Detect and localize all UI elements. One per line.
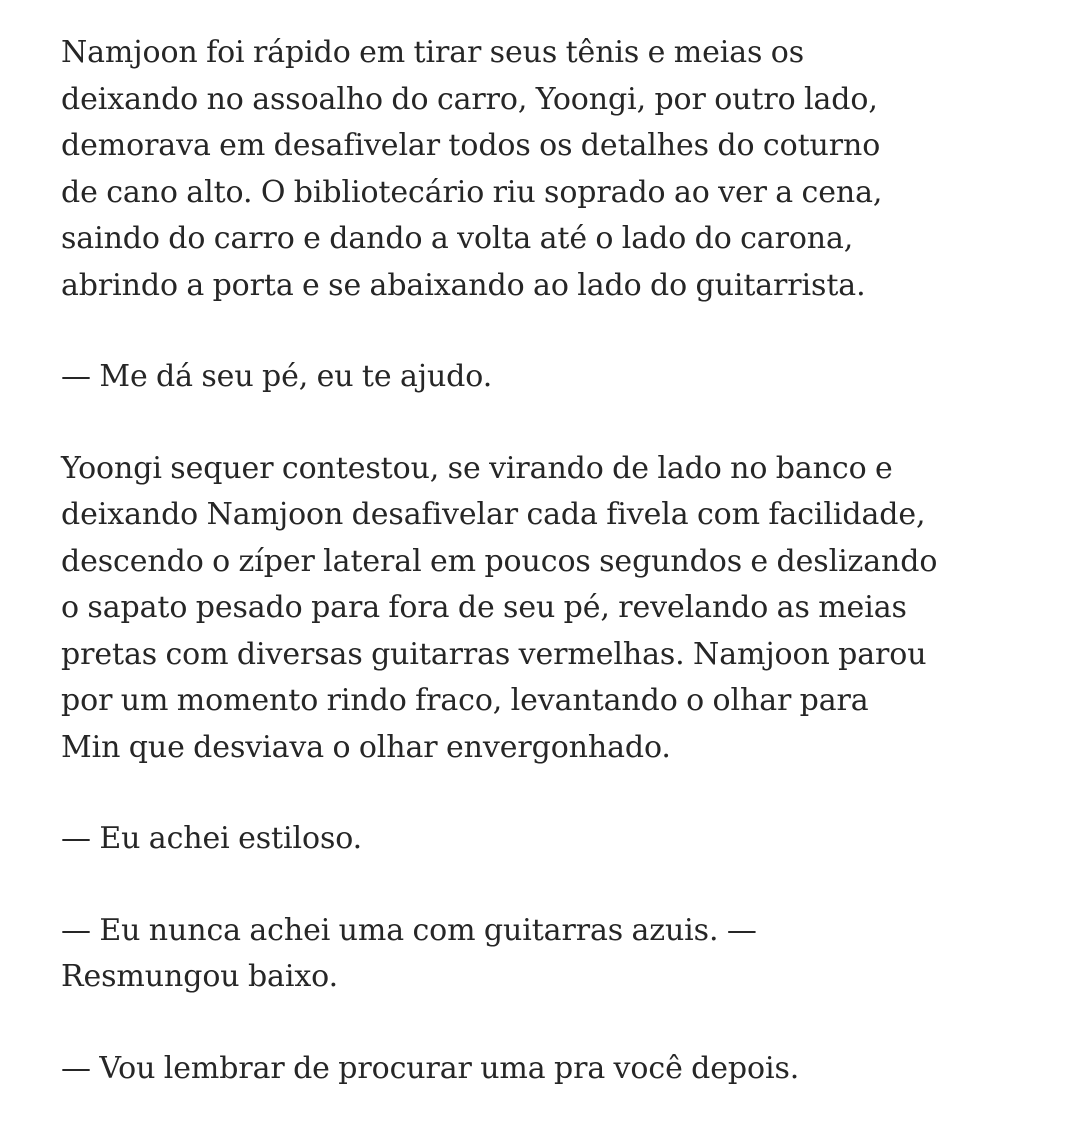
dialogue-line: — Vou lembrar de procurar uma pra você depois. xyxy=(61,1050,800,1086)
narration-paragraph: Yoongi sequer contestou, se virando de lado no banco e deixando Namjoon desafivelar cada fivela com facilidade, descendo o zíper lateral em poucos segundos e deslizando o sapato pesado para fora de seu pé, revelando as meias pretas com diversas guitarras vermelhas. Namjoon parou por um momento rindo fraco, levantando o olhar para Min que desviava o olhar envergonhado. xyxy=(61,450,938,765)
dialogue-line: — Eu nunca achei uma com guitarras azuis. — Resmungou baixo. xyxy=(61,912,757,994)
story-text xyxy=(61,30,1051,1092)
dialogue-line: — Me dá seu pé, eu te ajudo. xyxy=(61,359,493,394)
dialogue-line: — Eu achei estiloso. xyxy=(61,821,363,856)
narration-paragraph: Namjoon foi rápido em tirar seus tênis e meias os deixando no assoalho do carro, Yoongi, por outro lado, demorava em desafivelar todos os detalhes do coturno de cano alto. O bibliotecário riu soprado ao ver a cena, saindo do carro e dando a volta até o lado do carona, abrindo a porta e se abaixando ao lado do guitarrista. xyxy=(61,35,883,303)
